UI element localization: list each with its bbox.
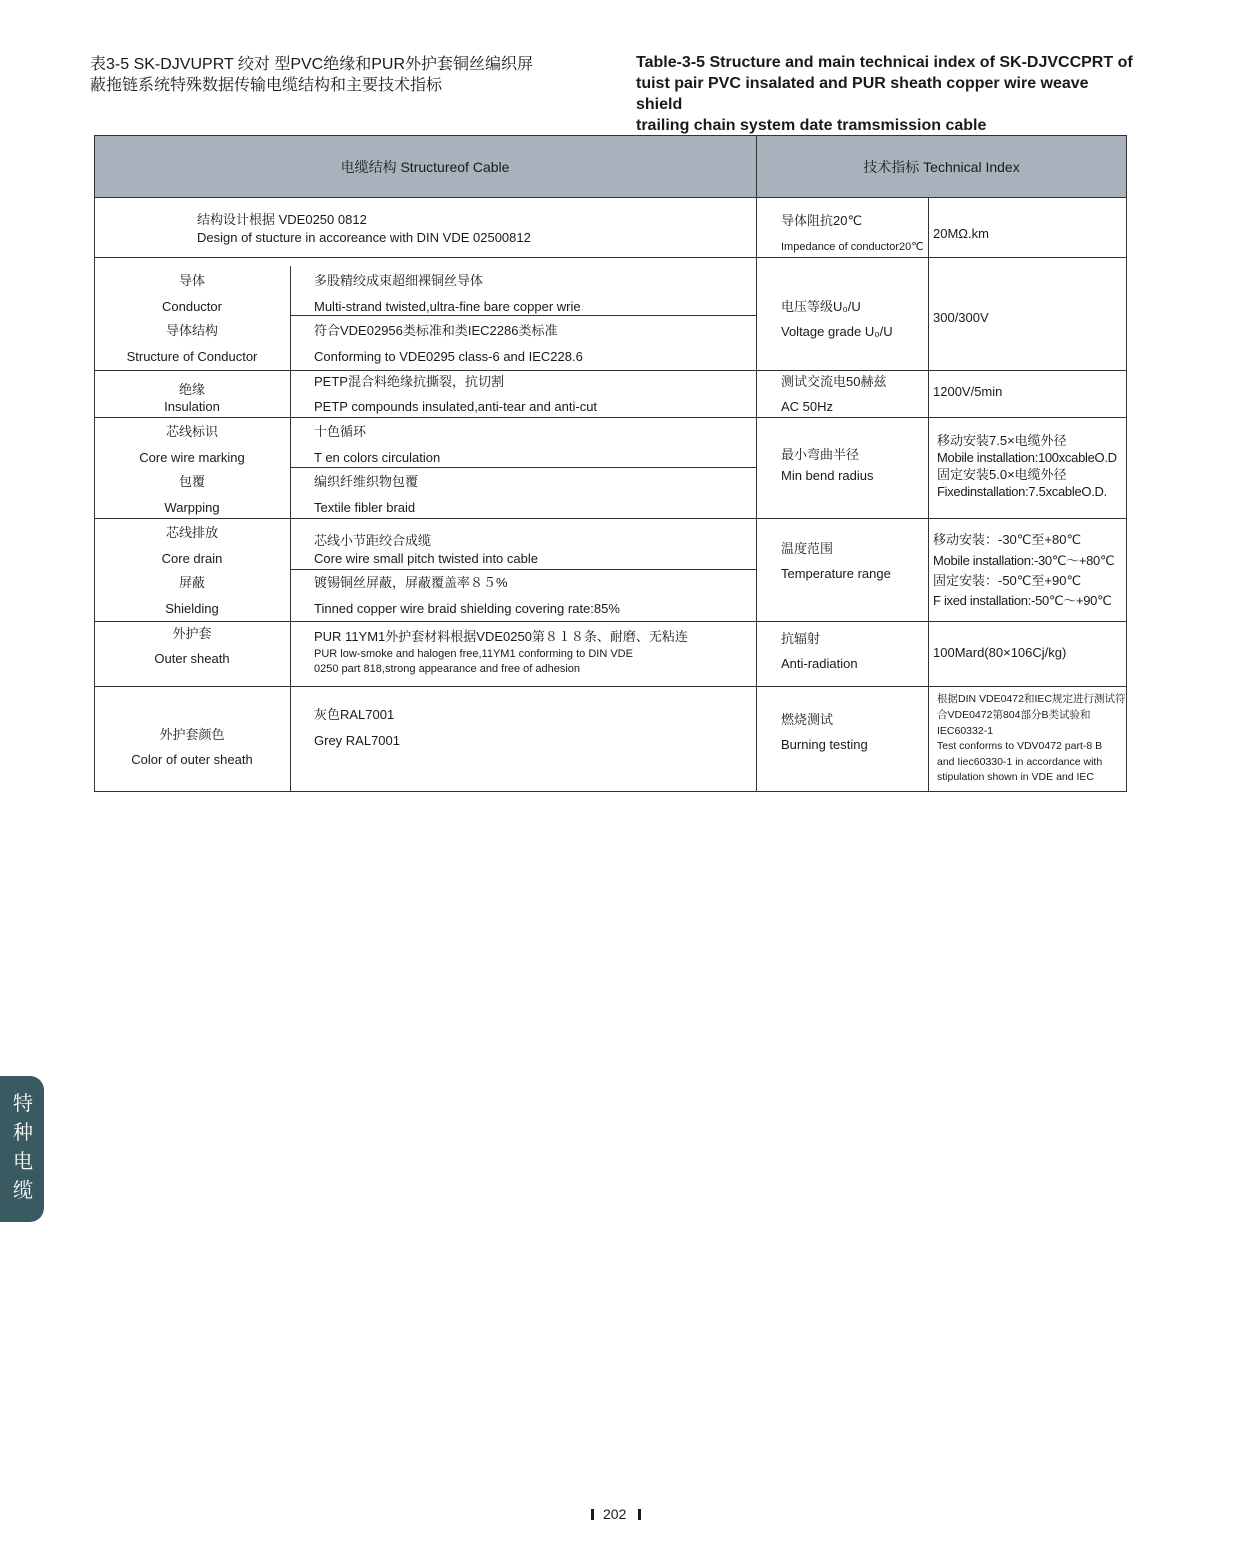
index-label-en: Min bend radius (781, 468, 874, 483)
row-label-cn: 绝缘 (178, 382, 205, 397)
side-tab-char: 种 (13, 1122, 33, 1144)
index-label-cn: 导体阻抗20℃ (781, 213, 863, 228)
row-value-en: Tinned copper wire braid shielding covering rate:85% (314, 601, 620, 616)
row-label-en: Color of outer sheath (131, 752, 253, 767)
title-en-line: Table-3-5 Structure and main technicai index of SK-DJVCCPRT of (636, 54, 1133, 71)
row-label-cn: 芯线标识 (165, 424, 218, 439)
row-label-cn: 屏蔽 (178, 575, 205, 590)
row-value-cn: 多股精绞成束超细裸铜丝导体 (314, 273, 484, 288)
page-number-bar-left (591, 1509, 594, 1520)
title-cn-line: 蔽拖链系统特殊数据传输电缆结构和主要技术指标 (90, 77, 443, 94)
page-number: 202 (603, 1506, 627, 1522)
row-label-en: Shielding (165, 601, 219, 616)
row-value-cn: PUR 11YM1外护套材料根据VDE0250第８１８条、耐磨、无粘连 (314, 629, 688, 644)
row-label-cn: 导体 (178, 273, 205, 288)
title-en-line: trailing chain system date tramsmission cable (636, 117, 987, 134)
row-label-en: Insulation (164, 399, 220, 414)
index-value: 20MΩ.km (933, 226, 989, 241)
design-basis-en: Design of stucture in accoreance with DIN VDE 02500812 (197, 230, 531, 245)
index-label-en: AC 50Hz (781, 399, 834, 414)
row-value-cn: 芯线小节距绞合成缆 (314, 533, 432, 548)
row-label-en: Core wire marking (139, 450, 245, 465)
index-value: 固定安装5.0×电缆外径 (937, 467, 1067, 482)
row-label-en: Conductor (162, 299, 222, 314)
row-value-en: Multi-strand twisted,ultra-fine bare copper wrie (314, 299, 581, 314)
index-label-cn: 电压等级U₀/U (781, 299, 861, 314)
row-value-cn: PETP混合料绝缘抗撕裂，抗切割 (314, 374, 504, 389)
index-label-en: Burning testing (781, 737, 868, 752)
index-label-cn: 温度范围 (781, 541, 834, 556)
index-value: Test conforms to VDV0472 part-8 B (937, 740, 1103, 752)
row-label-cn: 外护套 (172, 626, 212, 641)
index-value: 100Mard(80×106Cj/kg) (933, 645, 1067, 660)
index-value: Fixedinstallation:7.5xcableO.D. (937, 484, 1107, 499)
row-value-cn: 符合VDE02956类标准和类IEC2286类标准 (314, 323, 558, 338)
index-label-en: Impedance of conductor20℃ (781, 241, 924, 253)
index-value: 移动安装：-30℃至+80℃ (933, 532, 1082, 547)
header-structure: 电缆结构 Structureof Cable (340, 159, 510, 175)
side-tab-char: 特 (13, 1093, 33, 1115)
index-value: 移动安装7.5×电缆外径 (937, 433, 1067, 448)
row-label-en: Outer sheath (154, 651, 230, 666)
row-label-cn: 外护套颜色 (159, 727, 225, 742)
row-value-en: 0250 part 818,strong appearance and free of adhesion (314, 663, 581, 675)
index-value: stipulation shown in VDE and IEC (937, 771, 1095, 783)
row-label-cn: 包覆 (178, 474, 205, 489)
index-label-cn: 测试交流电50赫兹 (781, 374, 887, 389)
row-label-en: Structure of Conductor (126, 349, 258, 364)
row-value-en: PETP compounds insulated,anti-tear and anti-cut (314, 399, 598, 414)
row-value-en: Textile fibler braid (314, 500, 416, 515)
index-label-en: Temperature range (781, 566, 891, 581)
side-tab-special-cable[interactable] (0, 1076, 44, 1222)
index-value: 合VDE0472第804部分B类试验和 (937, 709, 1091, 721)
index-value: 1200V/5min (933, 384, 1003, 399)
row-value-en: Grey RAL7001 (314, 733, 400, 748)
index-label-cn: 抗辐射 (781, 631, 821, 646)
index-value: Mobile installation:100xcableO.D (937, 450, 1117, 465)
index-value: and Iiec60330-1 in accordance with (937, 756, 1103, 768)
index-value: 300/300V (933, 310, 989, 325)
header-technical-index: 技术指标 Technical Index (863, 159, 1020, 175)
title-cn-line: 表3-5 SK-DJVUPRT 绞对 型PVC绝缘和PUR外护套铜丝编织屏 (90, 56, 534, 73)
index-value: 固定安装：-50℃至+90℃ (933, 573, 1082, 588)
row-value-cn: 镀锡铜丝屏蔽，屏蔽覆盖率８５% (314, 575, 508, 590)
row-value-cn: 灰色RAL7001 (314, 707, 395, 722)
row-label-en: Warpping (164, 500, 220, 515)
row-label-cn: 导体结构 (165, 323, 218, 338)
index-value: 根据DIN VDE0472和IEC规定进行测试符 (937, 693, 1126, 705)
index-label-en: Voltage grade U₀/U (781, 324, 893, 339)
row-label-cn: 芯线排放 (165, 525, 218, 540)
page-number-bar-right (638, 1509, 641, 1520)
row-label-en: Core drain (161, 551, 223, 566)
index-value: F ixed installation:-50℃～+90℃ (933, 593, 1112, 608)
side-tab-char: 电 (13, 1151, 33, 1173)
index-value: Mobile installation:-30℃～+80℃ (933, 553, 1115, 568)
index-label-en: Anti-radiation (781, 656, 858, 671)
index-label-cn: 燃烧测试 (781, 712, 834, 727)
index-label-cn: 最小弯曲半径 (781, 447, 860, 462)
row-value-en: Conforming to VDE0295 class-6 and IEC228.6 (314, 349, 583, 364)
index-value: IEC60332-1 (937, 725, 994, 737)
row-value-cn: 编织纤维织物包覆 (314, 474, 419, 489)
row-value-en: Core wire small pitch twisted into cable (314, 551, 538, 566)
side-tab-char: 缆 (13, 1180, 33, 1202)
row-value-en: T en colors circulation (314, 450, 441, 465)
row-value-cn: 十色循环 (314, 424, 367, 439)
row-value-en: PUR low-smoke and halogen free,11YM1 conforming to DIN VDE (314, 648, 633, 660)
design-basis-cn: 结构设计根据 VDE0250 0812 (197, 212, 367, 227)
title-en-line: tuist pair PVC insalated and PUR sheath copper wire weave shield (636, 75, 1089, 113)
